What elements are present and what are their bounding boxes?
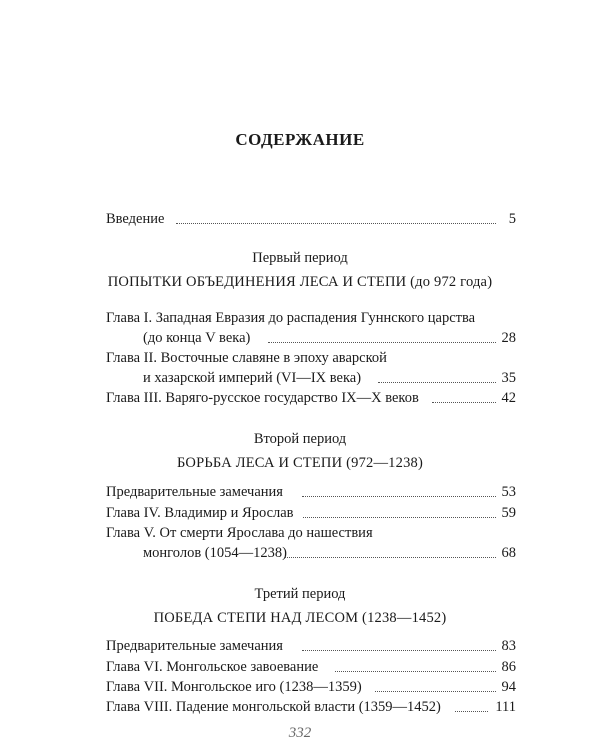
toc-entry-continuation: монголов (1054—1238) [143, 545, 287, 561]
toc-entry-chapter-5 [0, 545, 600, 565]
dot-leader [455, 711, 488, 712]
toc-entry-text: Предварительные замечания [106, 484, 283, 500]
toc-entry-intro [0, 211, 600, 231]
period-label-1: Первый период [252, 250, 348, 266]
toc-page-number: 83 [501, 638, 516, 654]
toc-entry-chapter-2 [0, 370, 600, 390]
dot-leader [375, 691, 496, 692]
toc-page-number: 53 [501, 484, 516, 500]
toc-entry-chapter-1 [0, 330, 600, 350]
dot-leader [302, 496, 496, 497]
toc-page-number: 111 [495, 699, 516, 715]
toc-entry-continuation: (до конца V века) [143, 330, 251, 346]
toc-page-number: 86 [501, 659, 516, 675]
toc-page-number: 42 [501, 390, 516, 406]
toc-entry-preface-3 [0, 638, 600, 658]
toc-entry-chapter-8 [0, 699, 600, 719]
toc-entry-text: Глава IV. Владимир и Ярослав [106, 505, 294, 521]
dot-leader [284, 557, 496, 558]
toc-page-number: 28 [501, 330, 516, 346]
page-number: 332 [288, 725, 312, 741]
toc-entry-text: Глава VI. Монгольское завоевание [106, 659, 319, 675]
toc-entry-preface-2 [0, 484, 600, 504]
toc-entry-chapter-6 [0, 659, 600, 679]
toc-entry-chapter-4 [0, 505, 600, 525]
toc-page-number: 5 [508, 211, 516, 227]
page-title: СОДЕРЖАНИЕ [235, 130, 365, 149]
toc-entry-chapter-3 [0, 390, 600, 410]
dot-leader [176, 223, 496, 224]
toc-entry-text: Глава VIII. Падение монгольской власти (1359—1452) [106, 699, 441, 715]
toc-page-number: 68 [501, 545, 516, 561]
toc-entry-text: Глава V. От смерти Ярослава до нашествия [106, 525, 373, 541]
dot-leader [432, 402, 496, 403]
toc-page-number: 35 [501, 370, 516, 386]
period-title-1: ПОПЫТКИ ОБЪЕДИНЕНИЯ ЛЕСА И СТЕПИ (до 972 года) [107, 274, 493, 290]
toc-entry-chapter-7 [0, 679, 600, 699]
toc-entry-text: Глава I. Западная Евразия до распадения Гуннского царства [106, 310, 476, 326]
toc-entry-text: Введение [106, 211, 165, 227]
toc-entry-text: Глава VII. Монгольское иго (1238—1359) [106, 679, 362, 695]
period-title-2: БОРЬБА ЛЕСА И СТЕПИ (972—1238) [176, 455, 423, 471]
toc-entry-text: Предварительные замечания [106, 638, 283, 654]
dot-leader [303, 517, 496, 518]
dot-leader [268, 342, 496, 343]
period-label-2: Второй период [253, 431, 347, 447]
dot-leader [302, 650, 496, 651]
period-label-3: Третий период [254, 586, 346, 602]
toc-page-number: 59 [501, 505, 516, 521]
toc-entry-text: Глава III. Варяго-русское государство IX—X веков [106, 390, 419, 406]
dot-leader [335, 671, 496, 672]
period-title-3: ПОБЕДА СТЕПИ НАД ЛЕСОМ (1238—1452) [153, 610, 447, 626]
toc-page-number: 94 [501, 679, 516, 695]
toc-entry-text: Глава II. Восточные славяне в эпоху аварской [106, 350, 387, 366]
dot-leader [378, 382, 496, 383]
toc-entry-continuation: и хазарской империй (VI—IX века) [143, 370, 362, 386]
